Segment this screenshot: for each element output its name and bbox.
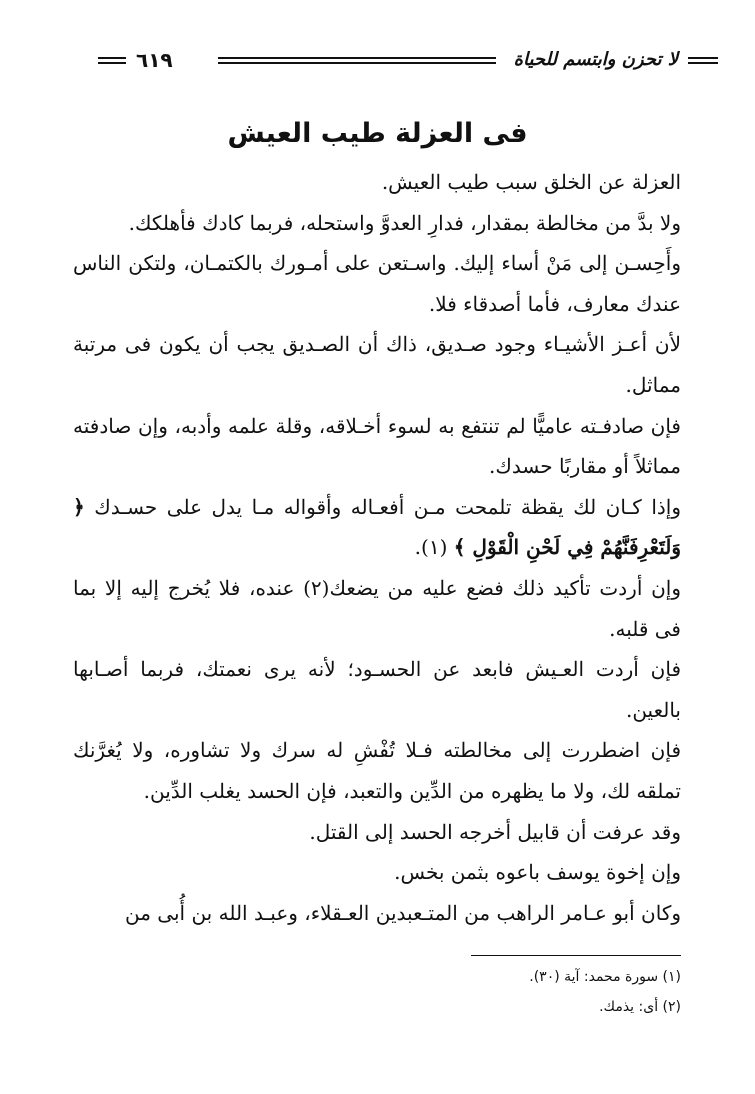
- header-rule-right: [688, 57, 718, 64]
- paragraph: ولا بدَّ من مخالطة بمقدار، فدارِ العدوَّ واستحله، فربما كادك فأهلكك.: [128, 210, 681, 235]
- body-text: [73, 162, 681, 933]
- quran-verse: ﴿ وَلَتَعْرِفَنَّهُمْ فِي لَحْنِ الْقَوْلِ ﴾: [73, 494, 681, 560]
- paragraph-text: وإذا كـان لك يقظة تلمحت مـن أفعـاله وأقواله مـا يدل على حسـدك: [94, 494, 682, 519]
- paragraph: فإن أردت العـيش فابعد عن الحسـود؛ لأنه يرى نعمتك، فربما أصـابها بالعين.: [73, 657, 681, 722]
- footnote-divider: [471, 955, 681, 956]
- paragraph: فإن اضطررت إلى مخالطته فـلا تُفْشِ له سرك ولا تشاوره، ولا يُغرَّنك تملقه لك، ولا ما يظهره من الدِّين والتعبد، فإن الحسد يغلب الدِّين.: [73, 738, 681, 803]
- footnote-ref: (١).: [414, 535, 448, 560]
- paragraph: فإن صادفـته عاميًّا لم تنتفع به لسوء أخـلاقه، وقلة علمه وأدبه، وإن صادفته مماثلاً أو مقاربًا حسدك.: [73, 413, 681, 479]
- paragraph: وقد عرفت أن قابيل أخرجه الحسد إلى القتل.: [309, 819, 681, 844]
- page-header: [98, 44, 718, 78]
- paragraph: وإن إخوة يوسف باعوه بثمن بخس.: [394, 860, 681, 885]
- quran-paragraph: [73, 487, 681, 568]
- paragraph: وكان أبو عـامر الراهب من المتـعبدين العـقلاء، وعبـد الله بن أُبى من: [125, 900, 681, 925]
- footnote: (١) سورة محمد: آية (٣٠).: [529, 969, 681, 985]
- paragraph: لأن أعـز الأشيـاء وجود صـديق، ذاك أن الصـديق يجب أن يكون فى مرتبة مماثل.: [73, 332, 681, 397]
- footnotes: [73, 962, 681, 1022]
- section-title: فى العزلة طيب العيش: [227, 118, 528, 149]
- paragraph: العزلة عن الخلق سبب طيب العيش.: [381, 170, 681, 194]
- footnote: (٢) أى: يذمك.: [599, 999, 681, 1015]
- header-rule-left: [98, 57, 126, 64]
- header-rule-middle: [218, 57, 496, 64]
- paragraph: وإن أردت تأكيد ذلك فضع عليه من يضعك(٢) عنده، فلا يُخرج إليه إلا بما فى قلبه.: [73, 575, 681, 641]
- paragraph: وأَحِسـن إلى مَنْ أساء إليك. واسـتعن على أمـورك بالكتمـان، ولتكن الناس عندك معارف، فأما أصدقاء فلا.: [73, 251, 681, 316]
- page-number: ٦١٩: [136, 48, 173, 72]
- book-title: لا تحزن وابتسم للحياة: [513, 49, 678, 70]
